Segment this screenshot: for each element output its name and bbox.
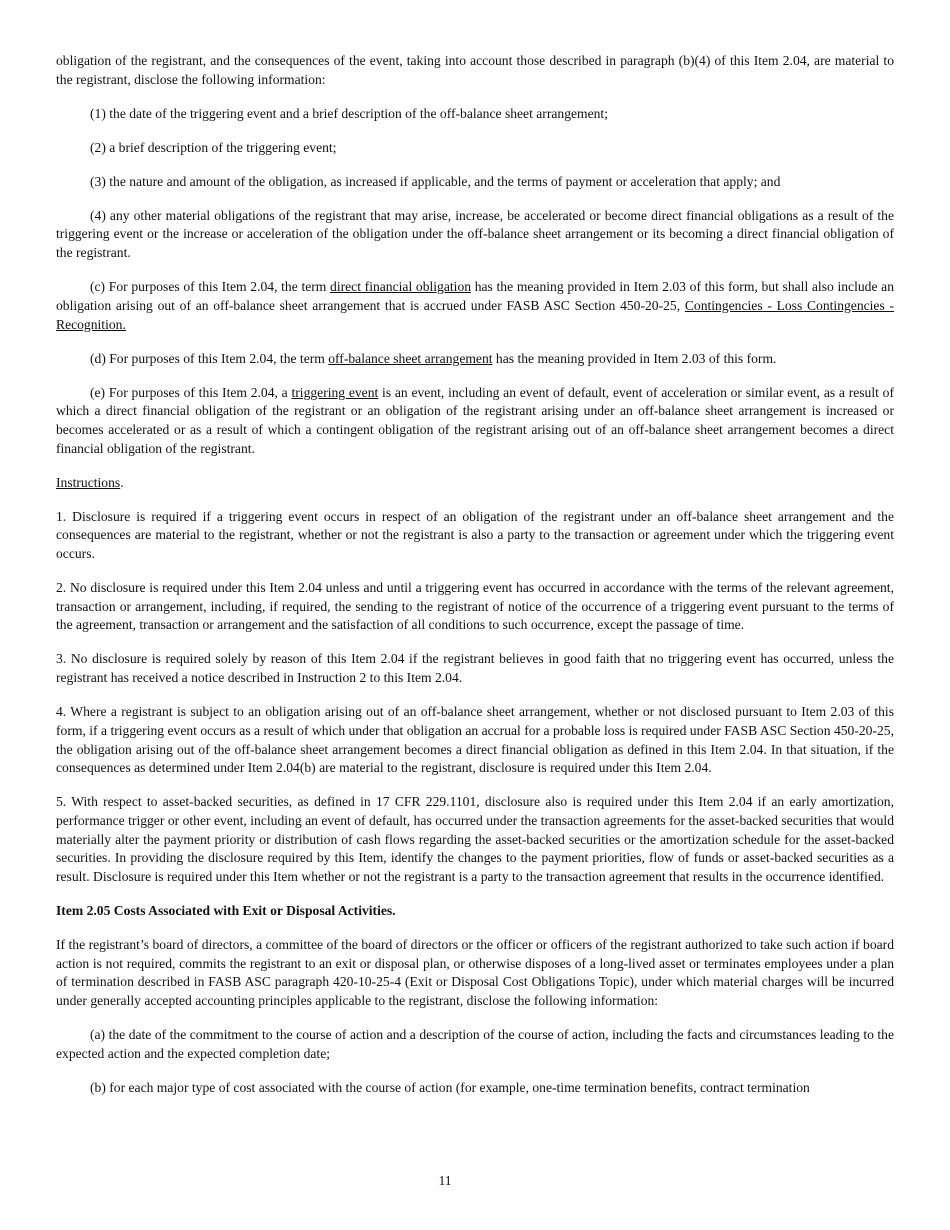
page-number: 11 — [438, 1173, 452, 1188]
paragraph-e — [56, 384, 894, 459]
reference-contingencies: Contingencies - Loss Contingencies - Recognition. — [56, 297, 895, 332]
instructions-label: Instructions — [56, 474, 121, 490]
paragraph-e-post: is an event, including an event of default, event of acceleration or similar event, as a result of which a direct financial obligation of the registrant or an obligation of the registrant arising under an off-balance sheet arrangement is increased or becomes accelerated or as a result of which a contingent obligation of the registrant arising out of an off-balance sheet arrangement becomes a direct financial obligation of the registrant. — [56, 384, 894, 456]
document-page — [56, 52, 894, 1113]
intro-paragraph: obligation of the registrant, and the consequences of the event, taking into account those described in paragraph (b)(4) of this Item 2.04, are material to the registrant, disclose the following information: — [56, 53, 894, 87]
paragraph-1: (1) the date of the triggering event and a brief description of the off-balance sheet arrangement; — [90, 105, 608, 121]
paragraph-4: (4) any other material obligations of the registrant that may arise, increase, be accelerated or become direct financial obligations as a result of the triggering event or the increase or acceleration of the obligation under the off-balance sheet arrangement or its becoming a direct financial obligation of the registrant. — [56, 207, 894, 261]
instruction-4: 4. Where a registrant is subject to an obligation arising out of an off-balance sheet arrangement, whether or not disclosed pursuant to Item 2.03 of this form, if a triggering event occurs as a result of which under that obligation an accrual for a probable loss is required under FASB ASC Section 450-20-25, the obligation arising out of the off-balance sheet arrangement becomes a direct financial obligation as defined in this Item 2.04. In that situation, if the consequences as determined under Item 2.04(b) are material to the registrant, disclosure is required under this Item 2.04. — [56, 704, 894, 776]
instructions-period: . — [120, 474, 124, 490]
defined-term-direct-financial-obligation: direct financial obligation — [330, 279, 472, 295]
item-2-05-heading: Item 2.05 Costs Associated with Exit or Disposal Activities. — [56, 903, 396, 919]
item-2-05-body: If the registrant’s board of directors, a committee of the board of directors or the officer or officers of the registrant authorized to take such action if board action is not required, commits the registrant to an exit or disposal plan, or otherwise disposes of a long-lived asset or terminates employees under a plan of termination described in FASB ASC paragraph 420-10-25-4 (Exit or Disposal Cost Obligations Topic), under which material charges will be incurred under generally accepted accounting principles applicable to the registrant, disclose the following information: — [56, 937, 894, 1009]
instruction-3: 3. No disclosure is required solely by reason of this Item 2.04 if the registrant believes in good faith that no triggering event has occurred, unless the registrant has received a notice described in Instruction 2 to this Item 2.04. — [56, 651, 894, 686]
item-2-05-paragraph-a: (a) the date of the commitment to the course of action and a description of the course of action, including the facts and circumstances leading to the expected action and the expected completion date; — [56, 1027, 894, 1061]
defined-term-triggering-event: triggering event — [291, 384, 379, 400]
instructions-heading — [56, 474, 894, 493]
item-2-05-paragraph-b: (b) for each major type of cost associated with the course of action (for example, one-time termination benefits, contract termination — [90, 1079, 810, 1095]
paragraph-e-pre: (e) For purposes of this Item 2.04, a — [90, 384, 292, 400]
paragraph-d-post: has the meaning provided in Item 2.03 of this form. — [492, 350, 777, 366]
paragraph-d — [56, 350, 894, 369]
paragraph-c-mid: has the meaning provided in Item 2.03 of this form, but shall also include an obligation arising out of an off-balance sheet arrangement that is accrued under FASB ASC Section 450-20-25, — [56, 279, 895, 313]
paragraph-d-pre: (d) For purposes of this Item 2.04, the term — [90, 350, 329, 366]
paragraph-c-pre: (c) For purposes of this Item 2.04, the term — [90, 279, 331, 295]
paragraph-3: (3) the nature and amount of the obligation, as increased if applicable, and the terms of payment or acceleration that apply; and — [90, 173, 781, 189]
instruction-2: 2. No disclosure is required under this Item 2.04 unless and until a triggering event has occurred in accordance with the terms of the relevant agreement, transaction or arrangement, including, if required, the sending to the registrant of notice of the occurrence of a triggering event pursuant to the terms of the agreement, transaction or arrangement and the satisfaction of all conditions to such occurrence, except the passage of time. — [56, 580, 894, 633]
paragraph-c — [56, 278, 894, 334]
paragraph-2: (2) a brief description of the triggering event; — [90, 139, 337, 155]
instruction-5: 5. With respect to asset-backed securities, as defined in 17 CFR 229.1101, disclosure also is required under this Item 2.04 if an early amortization, performance trigger or other event, including an event of default, has occurred under the transaction agreements for the asset-backed securities that would materially alter the payment priority or distribution of cash flows regarding the asset-backed securities or the amortization schedule for the asset-backed securities. In providing the disclosure required by this Item, identify the changes to the payment priorities, flow of funds or asset-backed securities as a result. Disclosure is required under this Item whether or not the registrant is a party to the transaction agreement that results in the occurrence identified. — [56, 794, 894, 885]
defined-term-off-balance-sheet-arrangement: off-balance sheet arrangement — [328, 350, 493, 366]
instruction-1: 1. Disclosure is required if a triggering event occurs in respect of an obligation of the registrant under an off-balance sheet arrangement and the consequences are material to the registrant, whether or not the registrant is also a party to the transaction or agreement under which the triggering event occurs. — [56, 508, 894, 562]
